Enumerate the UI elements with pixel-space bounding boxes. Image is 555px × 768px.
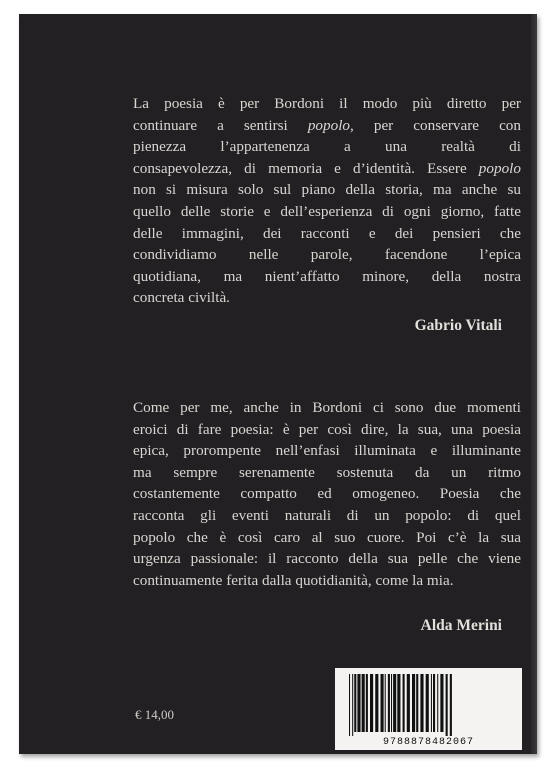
review-text-vitali [133, 93, 521, 309]
text-line: popolo che è così caro al suo cuore. Poi c’è la sua [133, 528, 521, 546]
back-cover [19, 14, 537, 754]
text-line: concreta civiltà. [133, 289, 230, 307]
barcode-bar [370, 674, 373, 732]
text-line: consapevolezza, di memoria e d’identità. Essere popolo [133, 159, 521, 177]
barcode-bars [347, 674, 512, 736]
text-line: costantemente compatto ed omogeneo. Poesia che [133, 485, 521, 503]
emphasis-word: popolo [307, 116, 351, 134]
review-author-merini: Alda Merini [420, 617, 502, 634]
barcode-bar [433, 674, 435, 732]
barcode-bar [431, 674, 432, 732]
text-line: quello delle storie e dell’esperienza di ogni giorno, fatte [133, 202, 521, 220]
text-line: pienezza l’appartenenza a una realtà di [133, 138, 521, 156]
text-line: continuamente ferita dalla quotidianità, come la mia. [133, 571, 454, 589]
barcode-bar [349, 674, 350, 736]
barcode-bar [354, 674, 356, 732]
text-line: urgenza passionale: il racconto della sua pelle che viene [133, 550, 521, 568]
barcode-bar [375, 674, 378, 732]
text-line: epica, prorompente nell’enfasi illuminata e illuminante [133, 442, 521, 460]
text-line: non si misura solo sul piano della storia, ma anche su [133, 181, 521, 199]
barcode-bar [403, 674, 405, 732]
barcode-bar [388, 674, 390, 732]
price-label: € 14,00 [135, 707, 174, 722]
barcode-bar [393, 674, 396, 732]
cover-edge [531, 14, 537, 754]
barcode [335, 668, 522, 750]
review-text-merini [133, 397, 521, 591]
review-author-vitali: Gabrio Vitali [414, 317, 502, 334]
barcode-bar [420, 674, 423, 732]
text-line: quotidiana, ma nient’affatto minore, della nostra [133, 267, 521, 285]
barcode-bar [357, 674, 360, 732]
barcode-bar [352, 674, 353, 736]
barcode-bar [446, 674, 448, 736]
emphasis-word: popolo [478, 159, 521, 177]
barcode-bar [407, 674, 410, 732]
text-line: Come per me, anche in Bordoni ci sono due momenti [133, 399, 521, 416]
barcode-bar [381, 674, 384, 732]
barcode-bar [440, 674, 443, 732]
barcode-bar [437, 674, 438, 732]
barcode-bar [426, 674, 429, 732]
text-line: La poesia è per Bordoni il modo più diretto per [133, 95, 521, 112]
text-line: condividiamo nelle parole, facendone l’epica [133, 246, 521, 264]
barcode-bar [412, 674, 415, 732]
text-line: ma sempre serenamente sostenuta da un ritmo [133, 463, 521, 481]
text-line: delle immagini, dei racconti e dei pensieri che [133, 224, 521, 242]
text-line: eroici di fare poesia: è per così dire, la sua, una poesia [133, 420, 521, 438]
barcode-bar [385, 674, 386, 732]
barcode-bar [362, 674, 365, 732]
barcode-bar [450, 674, 452, 736]
text-line: racconta gli eventi naturali di un popolo: di quel [133, 506, 521, 524]
barcode-bar [416, 674, 418, 732]
isbn-number: 9788878482067 [382, 737, 474, 748]
barcode-bar [397, 674, 400, 732]
barcode-bar [391, 674, 392, 732]
text-line: continuare a sentirsi popolo, per conservare con [133, 116, 521, 134]
barcode-bar [366, 674, 368, 732]
